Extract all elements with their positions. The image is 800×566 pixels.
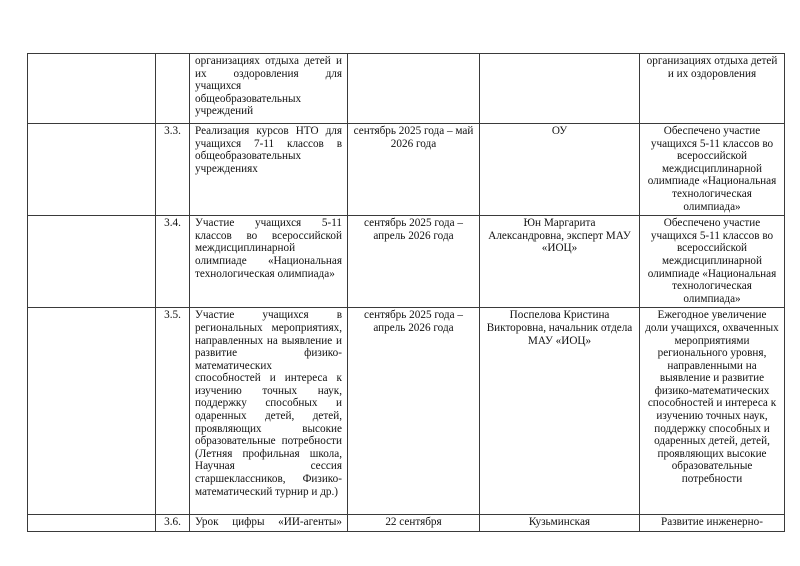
- responsible: Юн Маргарита Александровна, эксперт МАУ «ИОЦ»: [480, 216, 640, 308]
- event-description: Урок цифры «ИИ-агенты»: [190, 515, 348, 532]
- expected-result: Ежегодное увеличение доли учащихся, охваченных мероприятиями регионального уровня, направленными на выявление и развитие физико-математических способностей и интереса к изучению точных наук, поддержку способных и одаренных детей, детей, проявляющих высокие образовательные потребности: [640, 308, 785, 515]
- event-description: Реализация курсов НТО для учащихся 7-11 классов в общеобразовательных учреждениях: [190, 124, 348, 216]
- table-row: [28, 54, 785, 124]
- table-row: [28, 216, 785, 308]
- item-number: 3.4.: [156, 216, 190, 308]
- item-number: 3.6.: [156, 515, 190, 532]
- section-cell: [28, 54, 156, 124]
- event-description: организациях отдыха детей и их оздоровления для учащихся общеобразовательных учреждений: [190, 54, 348, 124]
- plan-table: [27, 53, 785, 532]
- section-cell: [28, 216, 156, 308]
- section-cell: [28, 124, 156, 216]
- expected-result: Обеспечено участие учащихся 5-11 классов во всероссийской междисциплинарной олимпиаде «Национальная технологическая олимпиада»: [640, 124, 785, 216]
- expected-result: Обеспечено участие учащихся 5-11 классов во всероссийской междисциплинарной олимпиаде «Национальная технологическая олимпиада»: [640, 216, 785, 308]
- event-description: Участие учащихся в региональных мероприятиях, направленных на выявление и развитие физико- математических способностей и интереса к изучению точных наук, поддержку способных и одаренных детей, детей, проявляющих высокие образовательные потребности (Летняя профильная школа, Научная сессия старшеклассников, Физико- математический турнир и др.): [190, 308, 348, 515]
- period: [348, 54, 480, 124]
- responsible: Поспелова Кристина Викторовна, начальник отдела МАУ «ИОЦ»: [480, 308, 640, 515]
- table-row: [28, 124, 785, 216]
- responsible: ОУ: [480, 124, 640, 216]
- table-row: [28, 515, 785, 532]
- period: сентябрь 2025 года – апрель 2026 года: [348, 216, 480, 308]
- section-cell: [28, 515, 156, 532]
- expected-result: организациях отдыха детей и их оздоровления: [640, 54, 785, 124]
- item-number: 3.5.: [156, 308, 190, 515]
- period: сентябрь 2025 года – май 2026 года: [348, 124, 480, 216]
- item-number: 3.3.: [156, 124, 190, 216]
- expected-result: Развитие инженерно-: [640, 515, 785, 532]
- responsible: [480, 54, 640, 124]
- period: сентябрь 2025 года – апрель 2026 года: [348, 308, 480, 515]
- item-number: [156, 54, 190, 124]
- responsible: Кузьминская: [480, 515, 640, 532]
- table-row: [28, 308, 785, 515]
- period: 22 сентября: [348, 515, 480, 532]
- event-description: Участие учащихся 5-11 классов во всероссийской междисциплинарной олимпиаде «Национальная технологическая олимпиада»: [190, 216, 348, 308]
- section-cell: [28, 308, 156, 515]
